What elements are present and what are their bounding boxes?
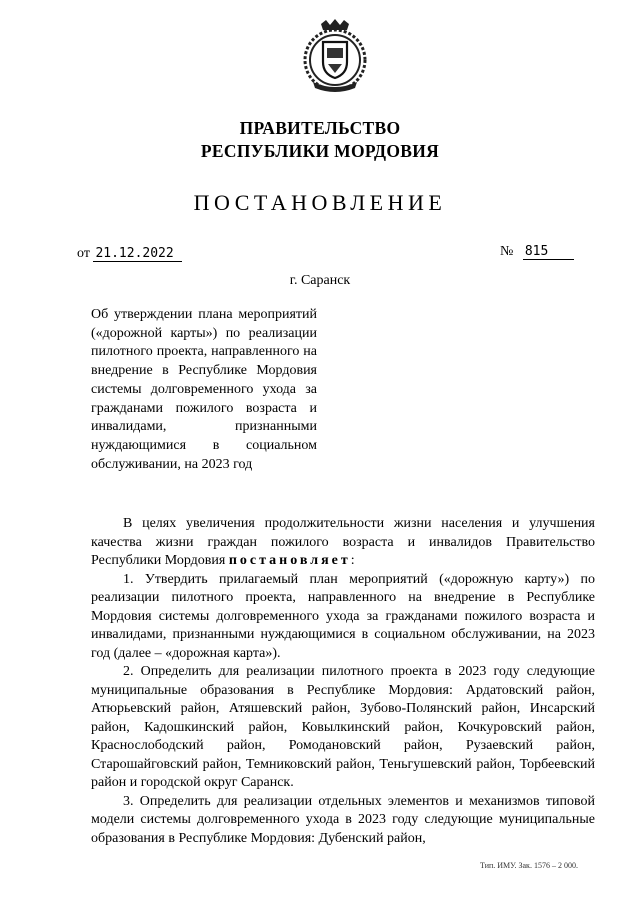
intro-end: :: [350, 553, 355, 568]
date-prefix: от: [77, 246, 90, 261]
number-prefix: №: [500, 244, 514, 259]
document-body: [91, 515, 595, 848]
resolves-word: постановляет: [228, 553, 351, 568]
coat-of-arms-icon: [299, 18, 371, 94]
document-type-title: ПОСТАНОВЛЕНИЕ: [193, 190, 447, 215]
item-3: 3. Определить для реализации отдельных элементов и механизмов типовой модели системы долговременного ухода в 2023 году следующие муниципальные образования в Республике Мордовия: Дубенский район,: [91, 793, 595, 846]
item-1: 1. Утвердить прилагаемый план мероприятий («дорожную карту») по реализации пилотного проекта, направленного на внедрение в Республике Мордовия системы долговременного ухода за гражданами пожилого возраста и инвалидами, признанными нуждающимися в социальном обслуживании, на 2023 год (далее – «дорожная карта»).: [91, 571, 595, 661]
number-line: [500, 244, 574, 260]
intro-paragraph: [91, 515, 595, 571]
item-2: 2. Определить для реализации пилотного проекта в 2023 году следующие муниципальные образования в Республике Мордовия: Ардатовский район, Атюрьевский район, Атяшевский район, Зубово-Полянский район, Инсарский район, Кадошкинский район, Ковылкинский район, Кочкуровский район, Краснослободский район, Ромодановский район, Рузаевский район, Старошайговский район, Темниковский район, Теньгушевский район, Торбеевский район и городской округ Саранск.: [91, 664, 595, 790]
government-name-line2: РЕСПУБЛИКИ МОРДОВИЯ: [200, 141, 440, 161]
city: г. Саранск: [289, 273, 351, 288]
print-mark: Тип. ИМУ. Зак. 1576 – 2 000.: [480, 861, 578, 870]
document-subject: Об утверждении плана мероприятий («дорожной карты») по реализации пилотного проекта, направленного на внедрение в Республике Мордовия системы долговременного ухода за гражданами пожилого возраста и инвалидами, признанными нуждающимися в социальном обслуживании, на 2023 год: [91, 307, 317, 472]
number-value: 815: [523, 244, 574, 260]
date-line: [77, 246, 182, 262]
date-value: 21.12.2022: [93, 246, 181, 262]
intro-text: В целях увеличения продолжительности жизни населения и улучшения качества жизни граждан пожилого возраста и инвалидов Правительство Республики Мордовия: [91, 516, 595, 568]
government-name-line1: ПРАВИТЕЛЬСТВО: [239, 118, 401, 138]
